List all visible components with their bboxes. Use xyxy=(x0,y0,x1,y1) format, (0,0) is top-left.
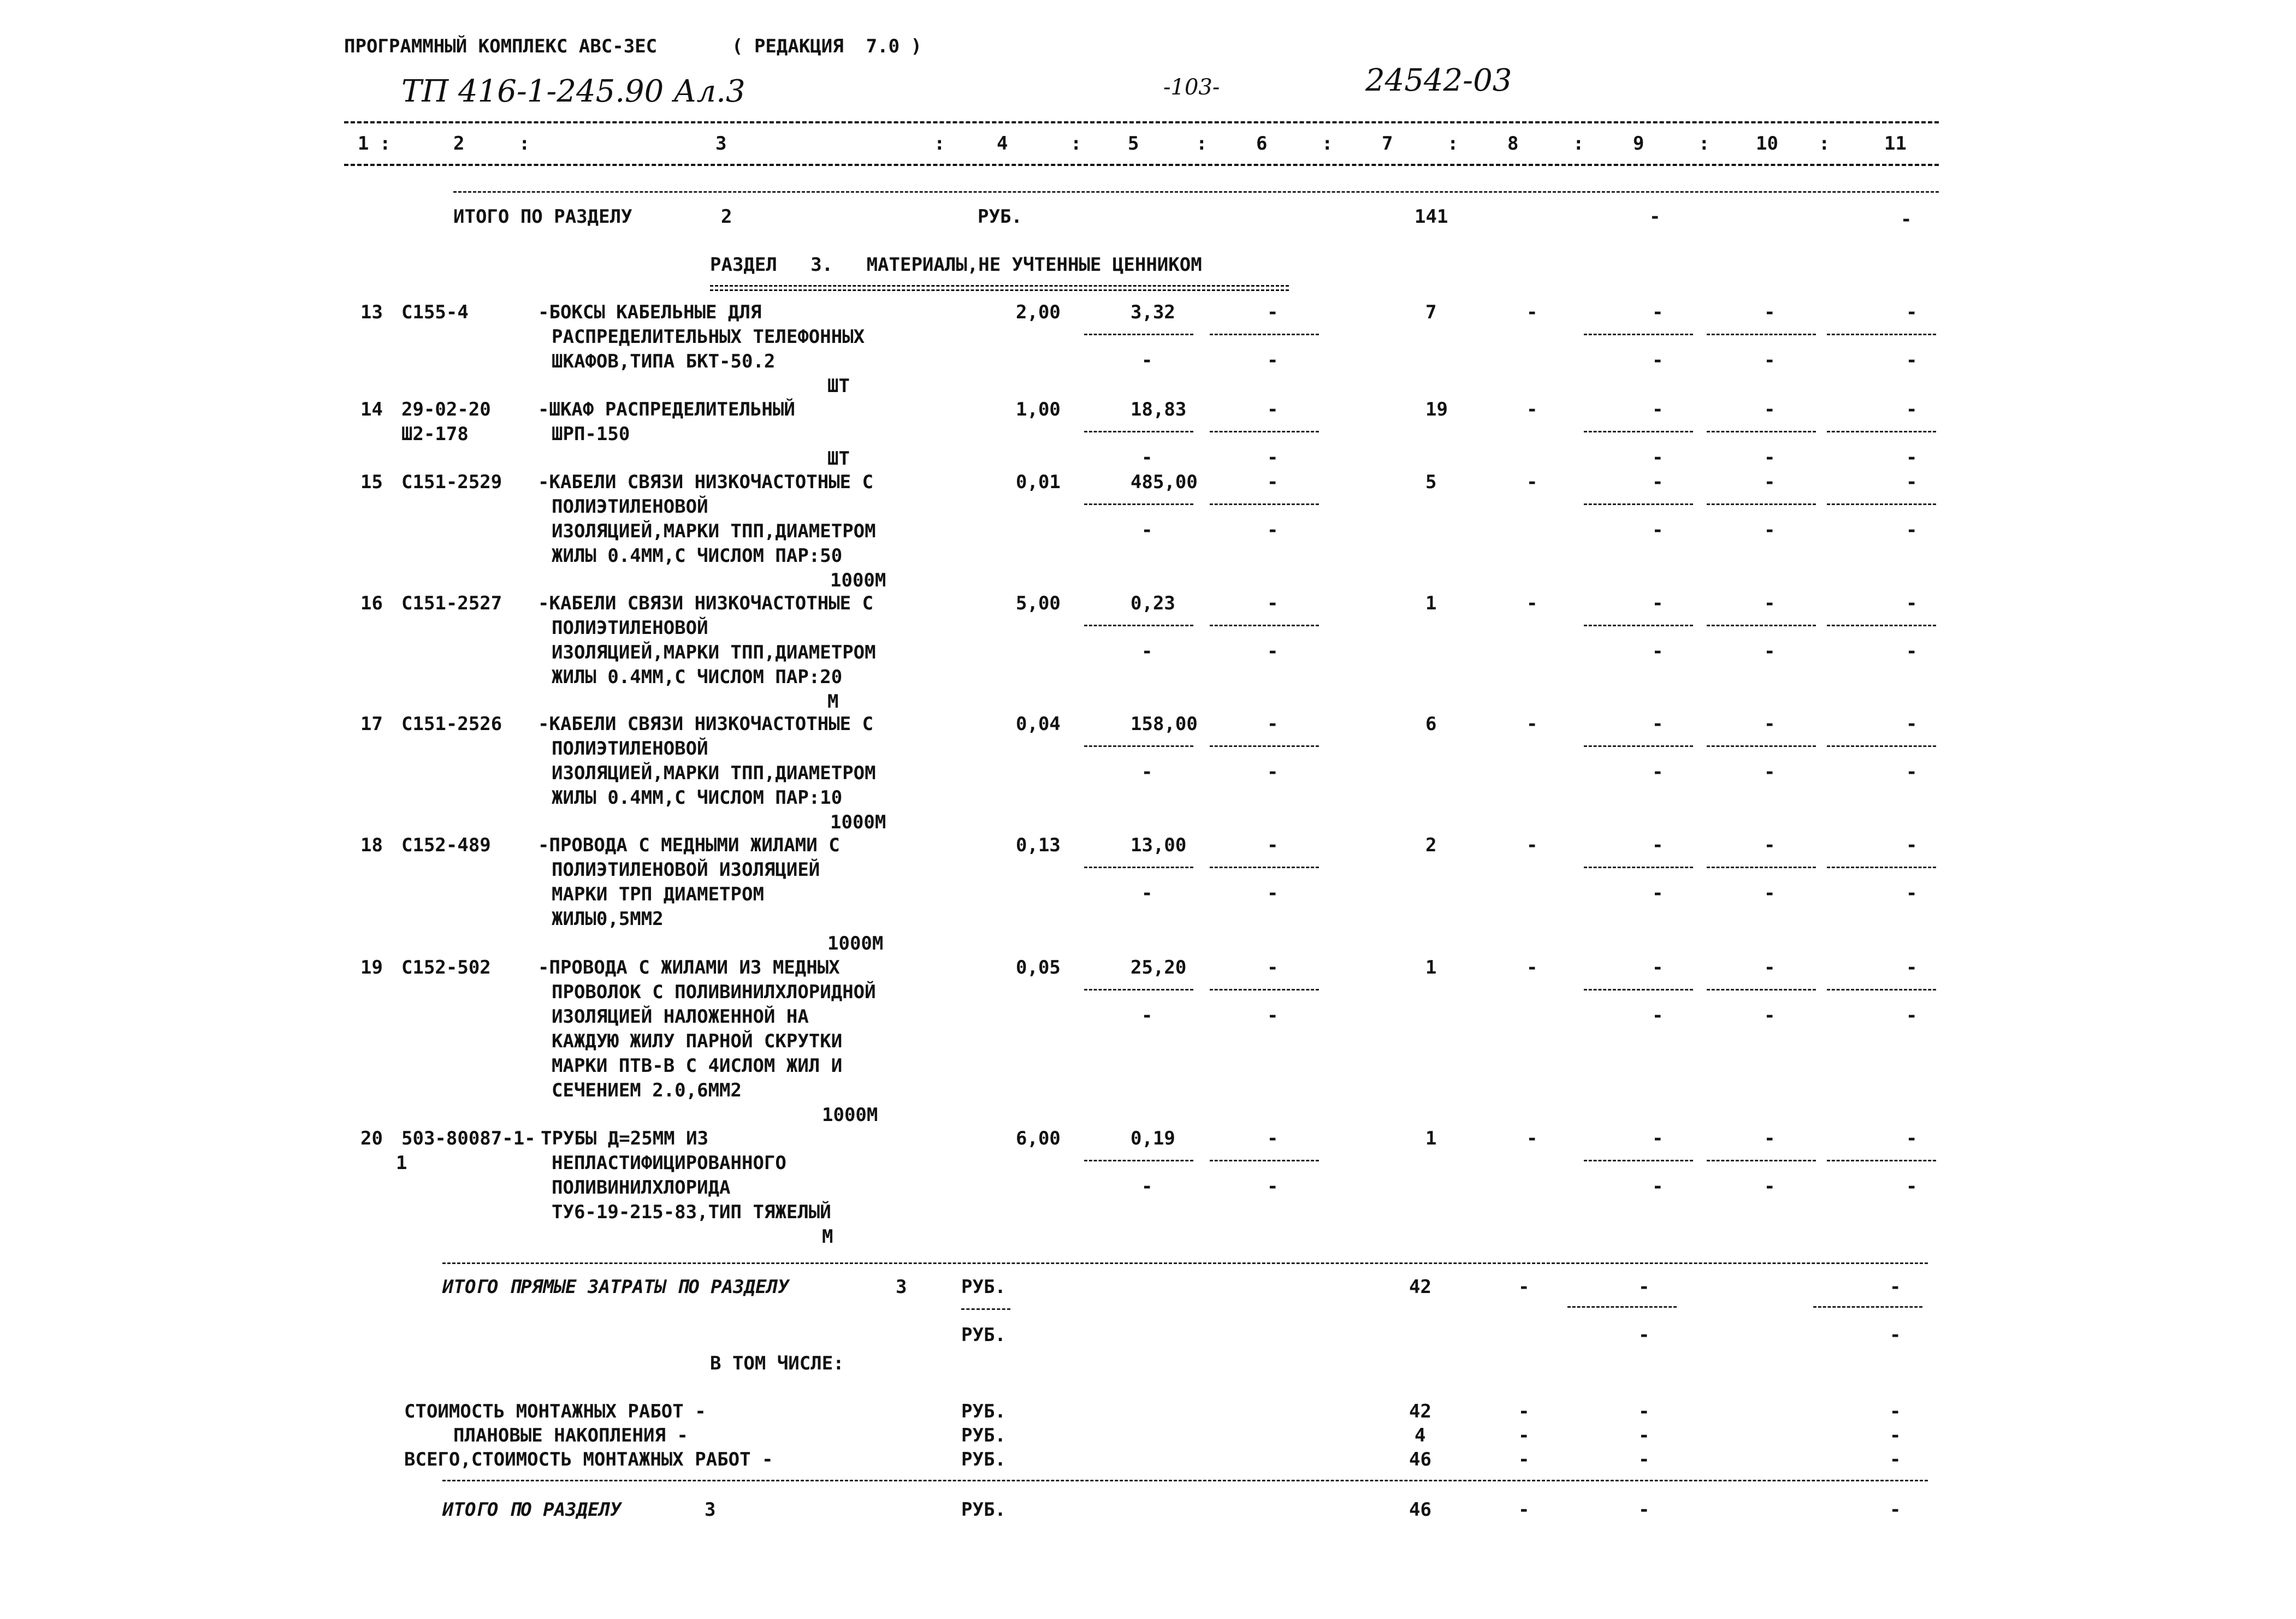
col6-subrule xyxy=(1210,745,1319,747)
direct-total-unit: РУБ. xyxy=(961,1276,1006,1298)
item-description-line: ПОЛИЭТИЛЕНОВОЙ xyxy=(552,617,708,639)
col5-sub-dash: - xyxy=(1141,447,1153,468)
section3-total-number: 3 xyxy=(705,1499,716,1521)
item-col8: - xyxy=(1526,399,1538,420)
col9-sub-dash: - xyxy=(1652,761,1664,783)
col9-subrule xyxy=(1584,745,1693,747)
header-rule-bottom xyxy=(344,164,1939,166)
item-description-line: ИЗОЛЯЦИЕЙ,МАРКИ ТПП,ДИАМЕТРОМ xyxy=(552,642,876,663)
col10-subrule xyxy=(1707,1160,1816,1161)
item-col10: - xyxy=(1764,834,1776,856)
section2-total-amount: 141 xyxy=(1415,206,1448,228)
item-description-line: -КАБЕЛИ СВЯЗИ НИЗКОЧАСТОТНЫЕ С xyxy=(538,592,874,614)
col11-sub-dash: - xyxy=(1906,349,1918,371)
document-code: ТП 416-1-245.90 Ал.3 xyxy=(401,74,745,109)
item-unit-price: 485,00 xyxy=(1131,471,1198,493)
section2-total-number: 2 xyxy=(721,206,732,228)
column-header: 6 xyxy=(1256,133,1268,155)
col9-sub-dash: - xyxy=(1652,519,1664,541)
item-total-cost: 7 xyxy=(1425,301,1437,323)
section3-total-unit: РУБ. xyxy=(961,1499,1006,1521)
direct-total-col11: - xyxy=(1890,1276,1901,1298)
col5-sub-dash: - xyxy=(1141,761,1153,783)
col9-subrule xyxy=(1584,867,1693,868)
direct-total-col8: - xyxy=(1518,1276,1530,1298)
item-unit-price: 158,00 xyxy=(1131,713,1198,735)
installation-cost-col11: - xyxy=(1890,1401,1901,1422)
item-col11: - xyxy=(1906,399,1918,420)
item-col8: - xyxy=(1526,592,1538,614)
item-price-code: С152-502 xyxy=(401,957,491,978)
item-description-line: СЕЧЕНИЕМ 2.0,6ММ2 xyxy=(552,1080,742,1101)
planned-savings-col11: - xyxy=(1890,1425,1901,1446)
col5-sub-dash: - xyxy=(1141,882,1153,904)
total-installation-col9: - xyxy=(1638,1449,1650,1470)
item-col9: - xyxy=(1652,301,1664,323)
col5-subrule xyxy=(1084,503,1193,505)
including-label: В ТОМ ЧИСЛЕ: xyxy=(710,1353,844,1374)
item-quantity: 0,13 xyxy=(1016,834,1061,856)
item-quantity: 2,00 xyxy=(1016,301,1061,323)
col6-sub-dash: - xyxy=(1267,761,1279,783)
col9-sub-dash: - xyxy=(1652,1176,1664,1197)
col5-subrule xyxy=(1084,625,1193,626)
column-separator: : xyxy=(1322,133,1333,155)
item-col11: - xyxy=(1906,1128,1918,1149)
item-total-cost: 2 xyxy=(1425,834,1437,856)
item-col8: - xyxy=(1526,301,1538,323)
column-header: 4 xyxy=(997,133,1008,155)
col11-sub-dash: - xyxy=(1906,519,1918,541)
item-col11: - xyxy=(1906,592,1918,614)
col11-subrule xyxy=(1827,334,1936,335)
header-rule-top xyxy=(344,121,1939,123)
col6-subrule xyxy=(1210,334,1319,335)
column-separator: : xyxy=(380,133,391,155)
col9-sub-dash: - xyxy=(1652,349,1664,371)
col11-sub-dash: - xyxy=(1906,1176,1918,1197)
planned-savings-unit: РУБ. xyxy=(961,1425,1006,1446)
item-quantity: 0,05 xyxy=(1016,957,1061,978)
item-description-line: ПОЛИВИНИЛХЛОРИДА xyxy=(552,1177,731,1199)
col10-sub-dash: - xyxy=(1764,641,1776,662)
item-col6: - xyxy=(1267,471,1279,493)
section3-total-amount: 46 xyxy=(1409,1499,1431,1521)
item-col10: - xyxy=(1764,957,1776,978)
item-description-line: КАЖДУЮ ЖИЛУ ПАРНОЙ СКРУТКИ xyxy=(552,1030,843,1052)
column-separator: : xyxy=(934,133,945,155)
item-unit: ШТ xyxy=(827,448,850,470)
item-unit-price: 3,32 xyxy=(1131,301,1175,323)
item-description-line: ШКАФОВ,ТИПА БКТ-50.2 xyxy=(552,351,776,372)
item-unit-price: 0,23 xyxy=(1131,592,1175,614)
item-description-line: ШРП-150 xyxy=(552,423,630,445)
total-installation-amount: 46 xyxy=(1409,1449,1431,1470)
total-installation-label: ВСЕГО,СТОИМОСТЬ МОНТАЖНЫХ РАБОТ - xyxy=(404,1449,773,1470)
column-separator: : xyxy=(1196,133,1208,155)
direct-total-unit-2: РУБ. xyxy=(961,1324,1006,1346)
column-separator: : xyxy=(1447,133,1459,155)
item-col9: - xyxy=(1652,399,1664,420)
section3-total-rule xyxy=(442,1480,1928,1481)
item-col6: - xyxy=(1267,301,1279,323)
item-col6: - xyxy=(1267,592,1279,614)
item-unit: М xyxy=(822,1226,833,1248)
item-col8: - xyxy=(1526,471,1538,493)
column-separator: : xyxy=(519,133,530,155)
program-title: ПРОГРАММНЫЙ КОМПЛЕКС АВС-3ЕС xyxy=(344,35,658,57)
item-description-line: ИЗОЛЯЦИЕЙ НАЛОЖЕННОЙ НА xyxy=(552,1006,809,1028)
column-header: 9 xyxy=(1633,133,1644,155)
item-description-line: -ШКАФ РАСПРЕДЕЛИТЕЛЬНЫЙ xyxy=(538,399,795,420)
item-description-line: ПОЛИЭТИЛЕНОВОЙ xyxy=(552,496,708,518)
direct-total-col11-2: - xyxy=(1890,1324,1901,1346)
item-unit: 1000М xyxy=(830,811,886,833)
item-description-line: ЖИЛЫ 0.4ММ,С ЧИСЛОМ ПАР:10 xyxy=(552,787,843,809)
col11-sub-dash: - xyxy=(1906,882,1918,904)
col10-sub-dash: - xyxy=(1764,349,1776,371)
edition-label: ( РЕДАКЦИЯ 7.0 ) xyxy=(732,35,922,57)
direct-total-amount: 42 xyxy=(1409,1276,1431,1298)
item-unit: М xyxy=(827,691,839,713)
item-col11: - xyxy=(1906,834,1918,856)
col11-subrule xyxy=(1827,431,1936,432)
col11-subrule xyxy=(1827,989,1936,991)
col6-subrule xyxy=(1210,431,1319,432)
item-unit: 1000М xyxy=(827,933,884,954)
installation-cost-col8: - xyxy=(1518,1401,1530,1422)
item-price-code: С155-4 xyxy=(401,301,469,323)
section3-total-col11: - xyxy=(1890,1499,1901,1521)
col5-sub-dash: - xyxy=(1141,519,1153,541)
installation-cost-col9: - xyxy=(1638,1401,1650,1422)
item-quantity: 0,01 xyxy=(1016,471,1061,493)
col9-subrule xyxy=(1584,625,1693,626)
item-total-cost: 1 xyxy=(1425,1128,1437,1149)
page-number: -103- xyxy=(1163,75,1220,100)
item-col6: - xyxy=(1267,834,1279,856)
item-description-line: ЖИЛЫ0,5ММ2 xyxy=(552,908,664,930)
column-header: 5 xyxy=(1128,133,1139,155)
section2-rule xyxy=(453,191,1939,193)
item-number: 20 xyxy=(360,1128,383,1149)
col10-subrule xyxy=(1707,745,1816,747)
item-col9: - xyxy=(1652,471,1664,493)
item-col10: - xyxy=(1764,471,1776,493)
section3-title-underline xyxy=(710,285,1289,287)
col5-sub-dash: - xyxy=(1141,1005,1153,1027)
column-header: 10 xyxy=(1756,133,1778,155)
item-col11: - xyxy=(1906,713,1918,735)
col10-sub-dash: - xyxy=(1764,519,1776,541)
item-col10: - xyxy=(1764,592,1776,614)
column-header: 7 xyxy=(1382,133,1393,155)
col6-sub-dash: - xyxy=(1267,641,1279,662)
item-quantity: 6,00 xyxy=(1016,1128,1061,1149)
col9-sub-dash: - xyxy=(1652,447,1664,468)
item-col10: - xyxy=(1764,399,1776,420)
item-total-cost: 1 xyxy=(1425,957,1437,978)
item-description-line: ЖИЛЫ 0.4ММ,С ЧИСЛОМ ПАР:20 xyxy=(552,666,843,688)
item-description-line: ПРОВОЛОК С ПОЛИВИНИЛХЛОРИДНОЙ xyxy=(552,981,876,1003)
col11-subrule xyxy=(1827,503,1936,505)
col5-subrule xyxy=(1084,989,1193,991)
col5-subrule xyxy=(1084,867,1193,868)
item-description-line: МАРКИ ПТВ-В С 4ИСЛОМ ЖИЛ И xyxy=(552,1055,843,1077)
col6-sub-dash: - xyxy=(1267,519,1279,541)
col10-subrule xyxy=(1707,989,1816,991)
planned-savings-col9: - xyxy=(1638,1425,1650,1446)
col6-sub-dash: - xyxy=(1267,349,1279,371)
col6-subrule xyxy=(1210,989,1319,991)
col9-subrule xyxy=(1584,334,1693,335)
item-number: 16 xyxy=(360,592,383,614)
item-unit: 1000М xyxy=(822,1104,878,1126)
item-number: 18 xyxy=(360,834,383,856)
item-description-line: НЕПЛАСТИФИЦИРОВАННОГО xyxy=(552,1152,786,1174)
column-separator: : xyxy=(1070,133,1082,155)
unit-underline xyxy=(961,1308,1010,1310)
item-col9: - xyxy=(1652,592,1664,614)
col9-underline xyxy=(1567,1306,1677,1308)
installation-cost-unit: РУБ. xyxy=(961,1401,1006,1422)
item-col6: - xyxy=(1267,1128,1279,1149)
col11-subrule xyxy=(1827,745,1936,747)
section2-total-col11: - xyxy=(1901,209,1912,230)
item-description-line: МАРКИ ТРП ДИАМЕТРОМ xyxy=(552,883,764,905)
col11-subrule xyxy=(1827,1160,1936,1161)
col11-sub-dash: - xyxy=(1906,761,1918,783)
item-col9: - xyxy=(1652,834,1664,856)
item-col8: - xyxy=(1526,1128,1538,1149)
item-col6: - xyxy=(1267,957,1279,978)
item-unit-price: 0,19 xyxy=(1131,1128,1175,1149)
total-installation-unit: РУБ. xyxy=(961,1449,1006,1470)
item-unit-price: 18,83 xyxy=(1131,399,1187,420)
installation-cost-amount: 42 xyxy=(1409,1401,1431,1422)
section3-total-col9: - xyxy=(1638,1499,1650,1521)
col10-sub-dash: - xyxy=(1764,1176,1776,1197)
column-header: 8 xyxy=(1507,133,1519,155)
item-description-line: -БОКСЫ КАБЕЛЬНЫЕ ДЛЯ xyxy=(538,301,762,323)
col11-underline xyxy=(1813,1306,1922,1308)
col5-subrule xyxy=(1084,1160,1193,1161)
installation-cost-label: СТОИМОСТЬ МОНТАЖНЫХ РАБОТ - xyxy=(404,1401,706,1422)
item-total-cost: 1 xyxy=(1425,592,1437,614)
item-col9: - xyxy=(1652,957,1664,978)
item-total-cost: 5 xyxy=(1425,471,1437,493)
item-price-code: 503-80087-1- xyxy=(401,1128,536,1149)
column-header: 11 xyxy=(1884,133,1907,155)
item-total-cost: 19 xyxy=(1425,399,1448,420)
item-description-line: ПОЛИЭТИЛЕНОВОЙ xyxy=(552,738,708,760)
item-unit-price: 25,20 xyxy=(1131,957,1187,978)
col6-subrule xyxy=(1210,867,1319,868)
item-col11: - xyxy=(1906,957,1918,978)
item-price-code-2: 1 xyxy=(396,1152,407,1174)
col6-sub-dash: - xyxy=(1267,1005,1279,1027)
section3-total-label: ИТОГО ПО РАЗДЕЛУ xyxy=(442,1499,622,1521)
column-header: 3 xyxy=(715,133,727,155)
item-col11: - xyxy=(1906,471,1918,493)
col9-subrule xyxy=(1584,503,1693,505)
item-number: 14 xyxy=(360,399,383,420)
col10-subrule xyxy=(1707,625,1816,626)
planned-savings-col8: - xyxy=(1518,1425,1530,1446)
direct-total-rule xyxy=(442,1262,1928,1264)
col5-subrule xyxy=(1084,334,1193,335)
item-unit-price: 13,00 xyxy=(1131,834,1187,856)
col11-sub-dash: - xyxy=(1906,1005,1918,1027)
col6-sub-dash: - xyxy=(1267,1176,1279,1197)
direct-total-number: 3 xyxy=(896,1276,907,1298)
col9-sub-dash: - xyxy=(1652,882,1664,904)
item-description-line: -ПРОВОДА С ЖИЛАМИ ИЗ МЕДНЫХ xyxy=(538,957,840,978)
item-col6: - xyxy=(1267,399,1279,420)
total-installation-col11: - xyxy=(1890,1449,1901,1470)
item-number: 13 xyxy=(360,301,383,323)
col10-sub-dash: - xyxy=(1764,761,1776,783)
col11-sub-dash: - xyxy=(1906,447,1918,468)
item-price-code: С151-2529 xyxy=(401,471,502,493)
item-description-line: ИЗОЛЯЦИЕЙ,МАРКИ ТПП,ДИАМЕТРОМ xyxy=(552,520,876,542)
item-description-line: -КАБЕЛИ СВЯЗИ НИЗКОЧАСТОТНЫЕ С xyxy=(538,471,874,493)
total-installation-col8: - xyxy=(1518,1449,1530,1470)
col11-subrule xyxy=(1827,867,1936,868)
section3-total-col8: - xyxy=(1518,1499,1530,1521)
col9-sub-dash: - xyxy=(1652,641,1664,662)
item-description-line: РАСПРЕДЕЛИТЕЛЬНЫХ ТЕЛЕФОННЫХ xyxy=(552,326,865,348)
column-separator: : xyxy=(1819,133,1830,155)
column-header: 1 xyxy=(358,133,369,155)
item-description-line: ЖИЛЫ 0.4ММ,С ЧИСЛОМ ПАР:50 xyxy=(552,545,843,567)
column-header: 2 xyxy=(453,133,465,155)
item-col8: - xyxy=(1526,713,1538,735)
item-unit: 1000М xyxy=(830,570,886,591)
col10-sub-dash: - xyxy=(1764,1005,1776,1027)
col10-subrule xyxy=(1707,431,1816,432)
column-separator: : xyxy=(1699,133,1710,155)
col10-subrule xyxy=(1707,334,1816,335)
col9-subrule xyxy=(1584,1160,1693,1161)
col5-sub-dash: - xyxy=(1141,641,1153,662)
column-separator: : xyxy=(1573,133,1584,155)
item-col10: - xyxy=(1764,713,1776,735)
col10-sub-dash: - xyxy=(1764,882,1776,904)
col6-subrule xyxy=(1210,1160,1319,1161)
section2-total-label: ИТОГО ПО РАЗДЕЛУ xyxy=(453,206,632,228)
col11-subrule xyxy=(1827,625,1936,626)
direct-total-col9: - xyxy=(1638,1276,1650,1298)
item-col9: - xyxy=(1652,713,1664,735)
section3-title-underline xyxy=(710,289,1289,291)
direct-total-label: ИТОГО ПРЯМЫЕ ЗАТРАТЫ ПО РАЗДЕЛУ xyxy=(442,1276,789,1298)
item-total-cost: 6 xyxy=(1425,713,1437,735)
item-price-code: С152-489 xyxy=(401,834,491,856)
col6-sub-dash: - xyxy=(1267,882,1279,904)
item-quantity: 0,04 xyxy=(1016,713,1061,735)
direct-total-col9-2: - xyxy=(1638,1324,1650,1346)
col9-subrule xyxy=(1584,431,1693,432)
col10-subrule xyxy=(1707,503,1816,505)
section2-total-col9: - xyxy=(1649,206,1661,228)
col11-sub-dash: - xyxy=(1906,641,1918,662)
item-col6: - xyxy=(1267,713,1279,735)
col10-sub-dash: - xyxy=(1764,447,1776,468)
item-quantity: 5,00 xyxy=(1016,592,1061,614)
inventory-number: 24542-03 xyxy=(1365,63,1512,98)
col6-sub-dash: - xyxy=(1267,447,1279,468)
col5-subrule xyxy=(1084,745,1193,747)
col9-sub-dash: - xyxy=(1652,1005,1664,1027)
item-price-code: С151-2527 xyxy=(401,592,502,614)
item-number: 19 xyxy=(360,957,383,978)
item-price-code: С151-2526 xyxy=(401,713,502,735)
item-col11: - xyxy=(1906,301,1918,323)
item-number: 15 xyxy=(360,471,383,493)
item-quantity: 1,00 xyxy=(1016,399,1061,420)
item-description-line: -ПРОВОДА С МЕДНЫМИ ЖИЛАМИ С xyxy=(538,834,840,856)
col10-subrule xyxy=(1707,867,1816,868)
item-price-code-2: Ш2-178 xyxy=(401,423,469,445)
item-col8: - xyxy=(1526,957,1538,978)
planned-savings-label: ПЛАНОВЫЕ НАКОПЛЕНИЯ - xyxy=(453,1425,688,1446)
col9-subrule xyxy=(1584,989,1693,991)
col6-subrule xyxy=(1210,625,1319,626)
item-unit: ШТ xyxy=(827,375,850,397)
col6-subrule xyxy=(1210,503,1319,505)
col5-sub-dash: - xyxy=(1141,349,1153,371)
planned-savings-amount: 4 xyxy=(1415,1425,1426,1446)
item-description-line: -КАБЕЛИ СВЯЗИ НИЗКОЧАСТОТНЫЕ С xyxy=(538,713,874,735)
section2-total-unit: РУБ. xyxy=(978,206,1022,228)
col5-subrule xyxy=(1084,431,1193,432)
col5-sub-dash: - xyxy=(1141,1176,1153,1197)
item-description-line: ИЗОЛЯЦИЕЙ,МАРКИ ТПП,ДИАМЕТРОМ xyxy=(552,762,876,784)
section3-title: РАЗДЕЛ 3. МАТЕРИАЛЫ,НЕ УЧТЕННЫЕ ЦЕННИКОМ xyxy=(710,254,1202,276)
item-price-code: 29-02-20 xyxy=(401,399,491,420)
item-description-line: ТУ6-19-215-83,ТИП ТЯЖЕЛЫЙ xyxy=(552,1201,831,1223)
item-number: 17 xyxy=(360,713,383,735)
item-col10: - xyxy=(1764,1128,1776,1149)
item-col9: - xyxy=(1652,1128,1664,1149)
item-col8: - xyxy=(1526,834,1538,856)
item-col10: - xyxy=(1764,301,1776,323)
item-description-line: ПОЛИЭТИЛЕНОВОЙ ИЗОЛЯЦИЕЙ xyxy=(552,859,820,881)
item-description-line: ТРУБЫ Д=25ММ ИЗ xyxy=(541,1128,709,1149)
